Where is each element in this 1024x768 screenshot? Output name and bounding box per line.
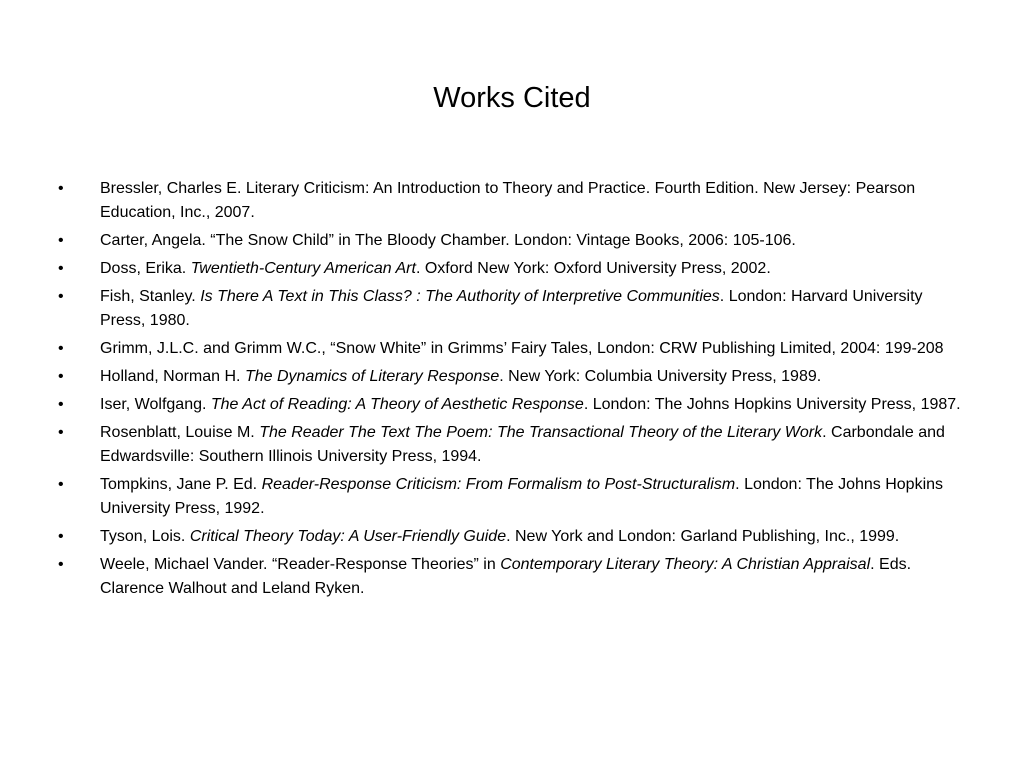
citation-title-italic: Contemporary Literary Theory: A Christian Appraisal (500, 556, 871, 573)
citation-item (58, 393, 968, 417)
citation-title-italic: The Dynamics of Literary Response (244, 368, 500, 385)
citation-item (58, 285, 968, 333)
citation-title-italic: The Reader The Text The Poem: The Transactional Theory of the Literary Work (259, 424, 823, 441)
citation-text: . Eds. Clarence Walhout and Leland Ryken. (100, 556, 912, 597)
citation-text: . London: Harvard University Press, 1980. (100, 288, 923, 329)
citation-text: Tyson, Lois. (100, 528, 190, 545)
bullet-icon: • (58, 528, 64, 545)
citation-text: Bressler, Charles E. Literary Criticism: An Introduction to Theory and Practice. Fourth Edition. New Jersey: Pearson Education, Inc., 2007. (100, 180, 916, 221)
citation-item (58, 177, 968, 225)
bullet-icon: • (58, 556, 64, 573)
citation-item (58, 365, 968, 389)
page-title: Works Cited (433, 82, 591, 114)
citation-text: Doss, Erika. (100, 260, 191, 277)
citation-text: Holland, Norman H. (100, 368, 245, 385)
citation-title-italic: Critical Theory Today: A User-Friendly Guide (189, 528, 507, 545)
citation-title-italic: Twentieth-Century American Art (190, 260, 416, 277)
bullet-icon: • (58, 476, 64, 493)
citation-text: Rosenblatt, Louise M. (100, 424, 260, 441)
bullet-icon: • (58, 288, 64, 305)
citation-text: . Carbondale and Edwardsville: Southern Illinois University Press, 1994. (100, 424, 945, 465)
citation-item (58, 525, 968, 549)
citation-item (58, 337, 968, 361)
bullet-icon: • (58, 180, 64, 197)
citation-item (58, 473, 968, 521)
citation-item (58, 257, 968, 281)
citation-text: Fish, Stanley. (100, 288, 201, 305)
bullet-icon: • (58, 260, 64, 277)
citation-item (58, 229, 968, 253)
citation-title-italic: The Act of Reading: A Theory of Aesthetic Response (210, 396, 584, 413)
citation-text: Tompkins, Jane P. Ed. (100, 476, 262, 493)
citation-title-italic: Is There A Text in This Class? : The Authority of Interpretive Communities (200, 288, 720, 305)
citation-text: . London: The Johns Hopkins University Press, 1987. (583, 396, 961, 413)
citation-text: . London: The Johns Hopkins University Press, 1992. (100, 476, 944, 517)
bullet-icon: • (58, 368, 64, 385)
citation-text: Grimm, J.L.C. and Grimm W.C., “Snow White” in Grimms’ Fairy Tales, London: CRW Publishing Limited, 2004: 199-208 (100, 340, 944, 357)
citation-text: Carter, Angela. “The Snow Child” in The Bloody Chamber. London: Vintage Books, 2006: 105-106. (100, 232, 796, 249)
citation-text: . New York and London: Garland Publishing, Inc., 1999. (506, 528, 900, 545)
bullet-icon: • (58, 232, 64, 249)
citation-text: . Oxford New York: Oxford University Press, 2002. (415, 260, 771, 277)
citation-item (58, 421, 968, 469)
citation-item (58, 553, 968, 601)
bullet-icon: • (58, 340, 64, 357)
citation-title-italic: Reader-Response Criticism: From Formalism to Post-Structuralism (261, 476, 736, 493)
works-cited-list (58, 177, 968, 605)
citation-text: . New York: Columbia University Press, 1989. (499, 368, 822, 385)
bullet-icon: • (58, 396, 64, 413)
bullet-icon: • (58, 424, 64, 441)
citation-text: Weele, Michael Vander. “Reader-Response Theories” in (100, 556, 501, 573)
citation-text: Iser, Wolfgang. (100, 396, 211, 413)
